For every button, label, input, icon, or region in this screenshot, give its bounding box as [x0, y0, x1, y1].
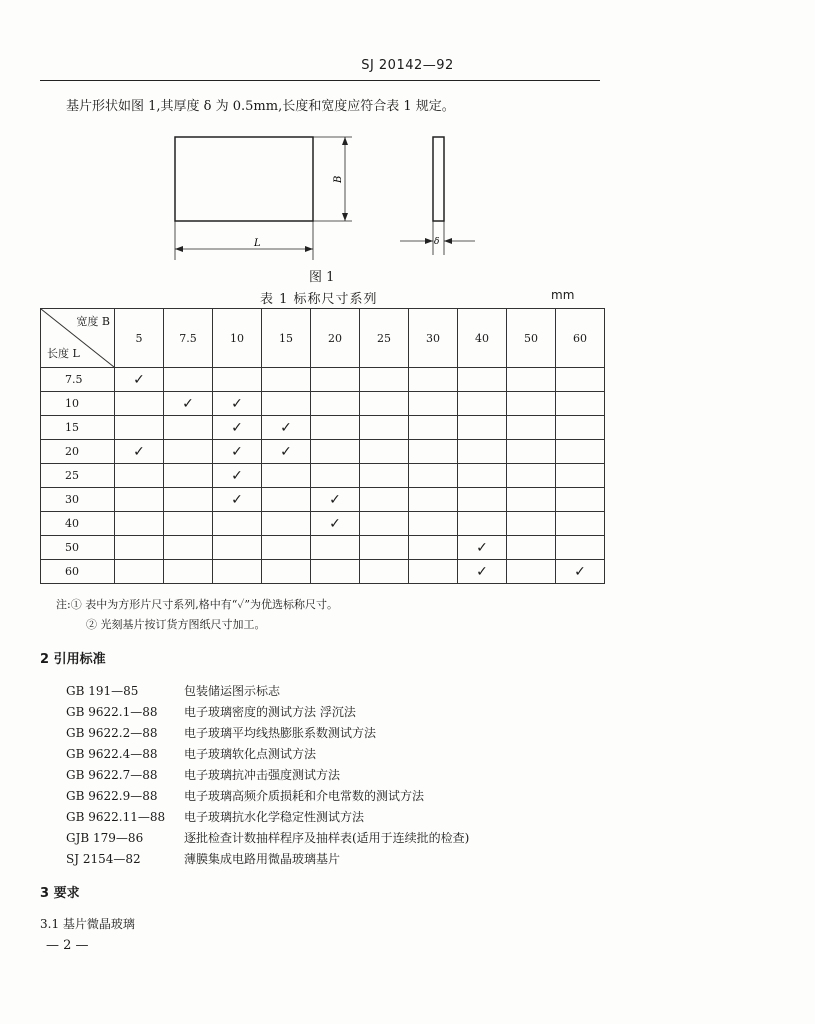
table-cell: [556, 464, 605, 488]
table-cell: [458, 464, 507, 488]
table-cell: [556, 392, 605, 416]
reference-item: [66, 848, 469, 869]
table-cell: [164, 488, 213, 512]
table-cell: [164, 536, 213, 560]
table-cell: [507, 560, 556, 584]
preferred-size-check: ✓: [262, 440, 311, 464]
preferred-size-check: ✓: [213, 464, 262, 488]
table-cell: [115, 488, 164, 512]
table-cell: [213, 560, 262, 584]
length-cell: 30: [41, 488, 115, 512]
table-header-row: [41, 309, 605, 368]
length-cell: 20: [41, 440, 115, 464]
preferred-size-check: ✓: [458, 560, 507, 584]
table-cell: [458, 512, 507, 536]
table-cell: [556, 536, 605, 560]
width-header-cell: 10: [213, 309, 262, 368]
table-cell: [458, 416, 507, 440]
table-cell: [164, 368, 213, 392]
table-row: [41, 368, 605, 392]
width-header-cell: 60: [556, 309, 605, 368]
table-cell: [360, 560, 409, 584]
preferred-size-check: ✓: [213, 440, 262, 464]
preferred-size-check: ✓: [311, 512, 360, 536]
dimension-delta-label: δ: [434, 237, 440, 247]
width-header-cell: 25: [360, 309, 409, 368]
table-cell: [311, 368, 360, 392]
reference-title: 电子玻璃密度的测试方法 浮沉法: [184, 705, 356, 719]
preferred-size-check: ✓: [164, 392, 213, 416]
table-cell: [507, 440, 556, 464]
table-cell: [409, 440, 458, 464]
table-title: 表 1 标称尺寸系列: [260, 292, 378, 307]
preferred-size-check: ✓: [262, 416, 311, 440]
section-3-1-heading: 3.1 基片微晶玻璃: [40, 917, 135, 931]
length-cell: 7.5: [41, 368, 115, 392]
preferred-size-check: ✓: [213, 416, 262, 440]
reference-item: [66, 764, 469, 785]
reference-item: [66, 680, 469, 701]
table-cell: [360, 368, 409, 392]
table-row: [41, 512, 605, 536]
reference-code: GB 9622.9—88: [66, 788, 158, 803]
reference-item: [66, 701, 469, 722]
width-header-cell: 20: [311, 309, 360, 368]
reference-title: 逐批检查计数抽样程序及抽样表(适用于连续批的检查): [184, 831, 470, 845]
preferred-size-check: ✓: [458, 536, 507, 560]
reference-code: GB 9622.11—88: [66, 809, 166, 824]
table-cell: [164, 440, 213, 464]
figure-1-drawing: [160, 125, 500, 265]
table-cell: [311, 416, 360, 440]
preferred-size-check: ✓: [115, 368, 164, 392]
table-cell: [458, 488, 507, 512]
preferred-size-check: ✓: [115, 440, 164, 464]
width-header-cell: 5: [115, 309, 164, 368]
table-row: [41, 392, 605, 416]
document-code-header: SJ 20142—92: [361, 58, 454, 73]
width-axis-label: 宽度 B: [76, 315, 110, 328]
table-cell: [262, 368, 311, 392]
reference-code: GB 9622.4—88: [66, 746, 158, 761]
reference-item: [66, 722, 469, 743]
reference-title: 电子玻璃高频介质损耗和介电常数的测试方法: [184, 789, 425, 803]
table-cell: [360, 488, 409, 512]
table-row: [41, 560, 605, 584]
table-unit: mm: [551, 288, 575, 302]
table-cell: [164, 464, 213, 488]
width-header-cell: 15: [262, 309, 311, 368]
table-cell: [556, 416, 605, 440]
section-3-heading: 3 要求: [40, 886, 80, 901]
table-cell: [409, 464, 458, 488]
header-rule: [40, 80, 600, 81]
preferred-size-check: ✓: [213, 488, 262, 512]
table-cell: [507, 464, 556, 488]
nominal-size-table: [40, 308, 605, 584]
length-cell: 25: [41, 464, 115, 488]
page-number: — 2 —: [46, 938, 89, 953]
table-cell: [164, 560, 213, 584]
table-cell: [115, 536, 164, 560]
table-cell: [115, 392, 164, 416]
table-cell: [507, 536, 556, 560]
table-cell: [556, 440, 605, 464]
table-cell: [164, 512, 213, 536]
table-cell: [507, 488, 556, 512]
table-cell: [409, 416, 458, 440]
table-cell: [213, 512, 262, 536]
width-header-cell: 40: [458, 309, 507, 368]
table-cell: [115, 560, 164, 584]
reference-title: 包装储运图示标志: [184, 684, 281, 698]
width-header-cell: 30: [409, 309, 458, 368]
table-cell: [409, 488, 458, 512]
intro-paragraph: 基片形状如图 1,其厚度 δ 为 0.5mm,长度和宽度应符合表 1 规定。: [66, 99, 455, 114]
table-cell: [311, 392, 360, 416]
diagonal-header-cell: [41, 309, 115, 368]
table-cell: [311, 560, 360, 584]
reference-title: 电子玻璃抗水化学稳定性测试方法: [184, 810, 365, 824]
figure-caption: 图 1: [309, 270, 335, 285]
table-cell: [262, 392, 311, 416]
width-header-cell: 7.5: [164, 309, 213, 368]
table-cell: [507, 512, 556, 536]
table-cell: [360, 392, 409, 416]
table-cell: [556, 488, 605, 512]
table-cell: [409, 560, 458, 584]
table-row: [41, 536, 605, 560]
table-cell: [409, 392, 458, 416]
table-row: [41, 416, 605, 440]
reference-title: 薄膜集成电路用微晶玻璃基片: [184, 852, 341, 866]
table-cell: [409, 368, 458, 392]
table-cell: [409, 536, 458, 560]
reference-item: [66, 806, 469, 827]
length-cell: 10: [41, 392, 115, 416]
table-cell: [360, 416, 409, 440]
plate-side-view: [433, 137, 444, 221]
table-cell: [458, 392, 507, 416]
length-cell: 60: [41, 560, 115, 584]
table-cell: [360, 464, 409, 488]
table-note-2: ② 光刻基片按订货方图纸尺寸加工。: [86, 618, 266, 631]
table-cell: [507, 416, 556, 440]
table-cell: [311, 440, 360, 464]
reference-standards-list: [66, 680, 469, 869]
table-cell: [311, 464, 360, 488]
table-cell: [360, 512, 409, 536]
table-note-1: 注:① 表中为方形片尺寸系列,格中有“✓”为优选标称尺寸。: [56, 598, 339, 611]
width-header-cell: 50: [507, 309, 556, 368]
table-cell: [458, 440, 507, 464]
table-cell: [507, 368, 556, 392]
table-row: [41, 440, 605, 464]
reference-code: GB 9622.2—88: [66, 725, 158, 740]
length-cell: 15: [41, 416, 115, 440]
plate-front-view: [175, 137, 313, 221]
preferred-size-check: ✓: [213, 392, 262, 416]
reference-title: 电子玻璃软化点测试方法: [184, 747, 317, 761]
reference-code: SJ 2154—82: [66, 851, 141, 866]
reference-code: GJB 179—86: [66, 830, 144, 845]
table-cell: [262, 536, 311, 560]
table-row: [41, 464, 605, 488]
reference-item: [66, 743, 469, 764]
section-2-heading: 2 引用标准: [40, 652, 106, 667]
table-cell: [164, 416, 213, 440]
table-cell: [213, 536, 262, 560]
table-row: [41, 488, 605, 512]
table-cell: [409, 512, 458, 536]
dimension-b-label: B: [333, 175, 344, 183]
dimension-l-label: L: [254, 238, 261, 249]
table-cell: [507, 392, 556, 416]
table-cell: [360, 536, 409, 560]
reference-item: [66, 785, 469, 806]
table-cell: [556, 512, 605, 536]
reference-title: 电子玻璃平均线热膨胀系数测试方法: [184, 726, 377, 740]
table-cell: [556, 368, 605, 392]
reference-item: [66, 827, 469, 848]
reference-title: 电子玻璃抗冲击强度测试方法: [184, 768, 341, 782]
length-axis-label: 长度 L: [47, 347, 80, 360]
table-cell: [213, 368, 262, 392]
table-cell: [115, 416, 164, 440]
table-cell: [458, 368, 507, 392]
reference-code: GB 191—85: [66, 683, 139, 698]
length-cell: 50: [41, 536, 115, 560]
table-cell: [262, 464, 311, 488]
table-cell: [262, 512, 311, 536]
table-cell: [262, 560, 311, 584]
table-cell: [115, 464, 164, 488]
reference-code: GB 9622.1—88: [66, 704, 158, 719]
reference-code: GB 9622.7—88: [66, 767, 158, 782]
preferred-size-check: ✓: [311, 488, 360, 512]
table-cell: [262, 488, 311, 512]
table-cell: [311, 536, 360, 560]
table-cell: [115, 512, 164, 536]
table-cell: [360, 440, 409, 464]
preferred-size-check: ✓: [556, 560, 605, 584]
length-cell: 40: [41, 512, 115, 536]
